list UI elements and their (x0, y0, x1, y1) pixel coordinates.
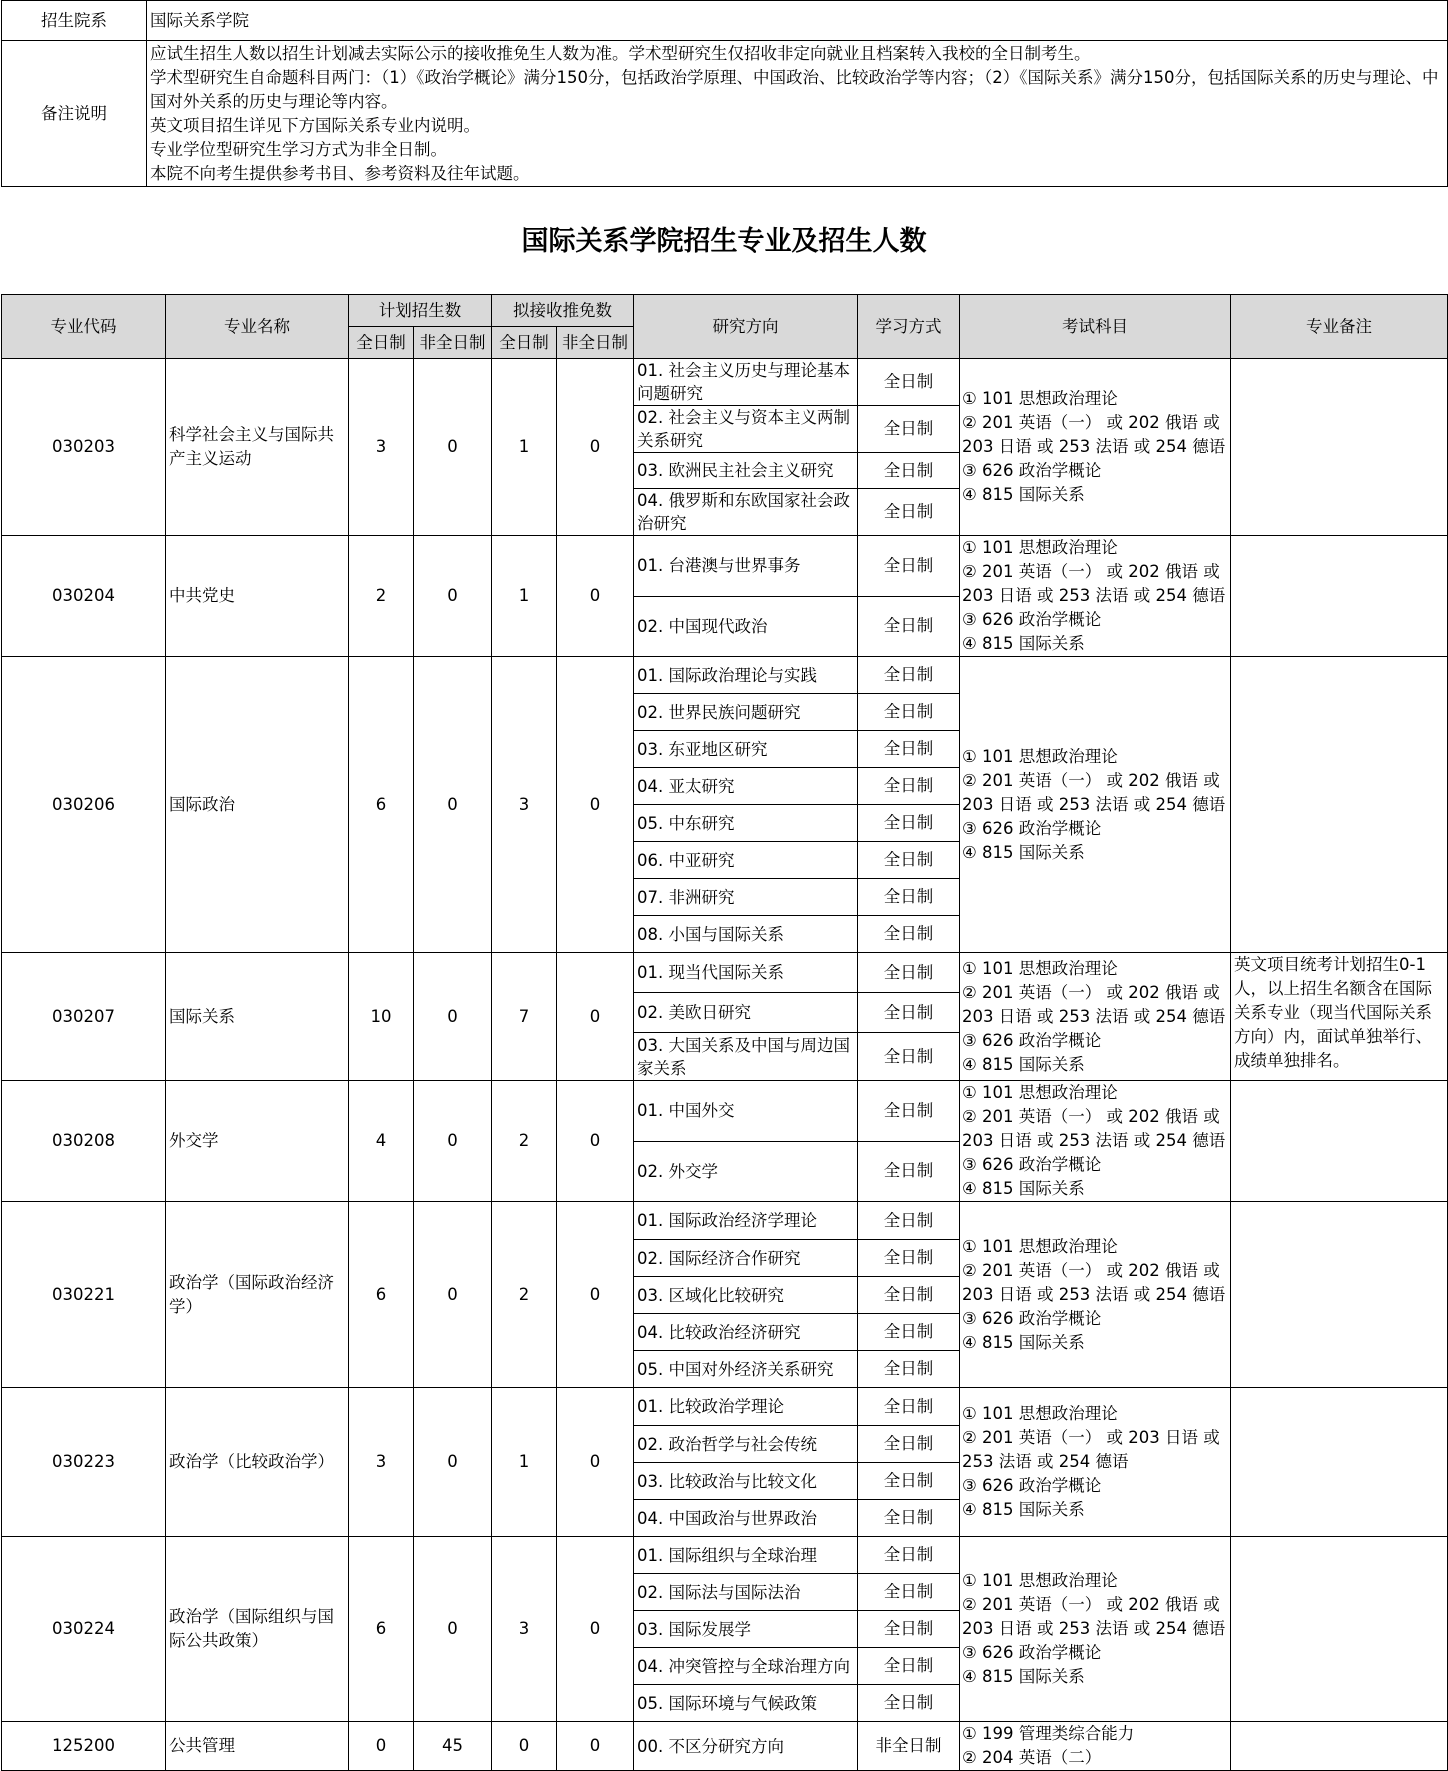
exam-subject: ② 201 英语（一） 或 202 俄语 或 (962, 770, 1220, 790)
study-mode: 全日制 (858, 1351, 960, 1388)
study-mode: 全日制 (858, 694, 960, 731)
plan-full-count: 2 (349, 536, 414, 657)
study-mode: 全日制 (858, 993, 960, 1033)
exam-subject: 203 日语 或 253 法语 或 254 德语 (962, 1006, 1226, 1026)
table-row (2, 1202, 1448, 1240)
exempt-part-count: 0 (557, 1081, 634, 1202)
exempt-full-count: 0 (492, 1722, 557, 1771)
exam-subject: 203 日语 或 253 法语 或 254 德语 (962, 586, 1226, 605)
major-note (1231, 359, 1448, 536)
study-mode: 全日制 (858, 1141, 960, 1202)
table-row (2, 1722, 1448, 1771)
school-row (2, 1, 1448, 41)
exam-subject: 203 日语 或 253 法语 或 254 德语 (962, 1284, 1226, 1304)
study-mode: 全日制 (858, 768, 960, 805)
table-row (2, 657, 1448, 694)
major-note (1231, 1081, 1448, 1202)
study-mode: 全日制 (858, 359, 960, 406)
study-mode: 全日制 (858, 731, 960, 768)
major-note (1231, 1202, 1448, 1388)
table-row (2, 1081, 1448, 1142)
exam-subject: ② 201 英语（一） 或 203 日语 或 (962, 1428, 1220, 1447)
plan-full-count: 6 (349, 1202, 414, 1388)
research-direction: 03. 国际发展学 (634, 1611, 858, 1648)
research-direction: 02. 社会主义与资本主义两制关系研究 (634, 406, 858, 453)
study-mode: 全日制 (858, 805, 960, 842)
plan-part-count: 0 (414, 536, 492, 657)
exam-subject: 203 日语 或 253 法语 或 254 德语 (962, 1131, 1226, 1150)
research-direction: 04. 冲突管控与全球治理方向 (634, 1648, 858, 1685)
research-direction: 05. 中国对外经济关系研究 (634, 1351, 858, 1388)
study-mode: 全日制 (858, 1426, 960, 1463)
plan-full-count: 10 (349, 953, 414, 1081)
major-name: 政治学（国际组织与国际公共政策） (166, 1537, 349, 1722)
plan-full-count: 6 (349, 657, 414, 953)
plan-part-count: 0 (414, 1202, 492, 1388)
exam-subjects (960, 1202, 1231, 1388)
research-direction: 02. 美欧日研究 (634, 993, 858, 1033)
exam-subject: ③ 626 政治学概论 (962, 610, 1102, 629)
school-label: 招生院系 (2, 1, 147, 41)
research-direction: 03. 区域化比较研究 (634, 1277, 858, 1314)
header-row (2, 295, 1448, 327)
major-name: 外交学 (166, 1081, 349, 1202)
exempt-full-count: 1 (492, 1388, 557, 1537)
exam-subject: ④ 815 国际关系 (962, 485, 1085, 504)
school-value: 国际关系学院 (147, 1, 1448, 41)
table-row (2, 953, 1448, 993)
plan-full-count: 3 (349, 1388, 414, 1537)
study-mode: 全日制 (858, 453, 960, 489)
major-name: 科学社会主义与国际共产主义运动 (166, 359, 349, 536)
study-mode: 全日制 (858, 1574, 960, 1611)
exam-subject: ② 201 英语（一） 或 202 俄语 或 (962, 1260, 1220, 1280)
remark-line: 专业学位型研究生学习方式为非全日制。 (150, 139, 447, 159)
exam-subject: ② 201 英语（一） 或 202 俄语 或 (962, 982, 1220, 1002)
header-note: 专业备注 (1231, 295, 1448, 359)
research-direction: 02. 中国现代政治 (634, 596, 858, 657)
exempt-full-count: 2 (492, 1081, 557, 1202)
plan-full-count: 0 (349, 1722, 414, 1771)
study-mode: 全日制 (858, 1500, 960, 1537)
exam-subjects (960, 1722, 1231, 1771)
study-mode: 全日制 (858, 1537, 960, 1574)
major-code: 030204 (2, 536, 166, 657)
exam-subject: ③ 626 政治学概论 (962, 1308, 1102, 1328)
study-mode: 全日制 (858, 1648, 960, 1685)
exam-subject: ③ 626 政治学概论 (962, 1643, 1102, 1662)
study-mode: 全日制 (858, 536, 960, 597)
exam-subject: ③ 626 政治学概论 (962, 1030, 1102, 1050)
major-code: 030206 (2, 657, 166, 953)
research-direction: 01. 现当代国际关系 (634, 953, 858, 993)
study-mode: 全日制 (858, 879, 960, 916)
research-direction: 07. 非洲研究 (634, 879, 858, 916)
study-mode: 全日制 (858, 842, 960, 879)
plan-part-count: 0 (414, 657, 492, 953)
plan-full-count: 4 (349, 1081, 414, 1202)
majors-body (2, 359, 1448, 1771)
exempt-full-count: 1 (492, 536, 557, 657)
exam-subjects (960, 1537, 1231, 1722)
table-row (2, 1388, 1448, 1426)
plan-part-count: 45 (414, 1722, 492, 1771)
exam-subjects (960, 1388, 1231, 1537)
major-note: 英文项目统考计划招生0-1人，以上招生名额含在国际关系专业（现当代国际关系方向）内，面试单独举行、成绩单独排名。 (1231, 953, 1448, 1081)
header-exempt-full: 全日制 (492, 327, 557, 359)
research-direction: 01. 中国外交 (634, 1081, 858, 1142)
header-plan: 计划招生数 (349, 295, 492, 327)
research-direction: 04. 亚太研究 (634, 768, 858, 805)
study-mode: 非全日制 (858, 1722, 960, 1771)
research-direction: 04. 中国政治与世界政治 (634, 1500, 858, 1537)
research-direction: 03. 欧洲民主社会主义研究 (634, 453, 858, 489)
plan-part-count: 0 (414, 953, 492, 1081)
exempt-part-count: 0 (557, 1202, 634, 1388)
study-mode: 全日制 (858, 489, 960, 536)
major-code: 030224 (2, 1537, 166, 1722)
research-direction: 02. 外交学 (634, 1141, 858, 1202)
major-code: 125200 (2, 1722, 166, 1771)
study-mode: 全日制 (858, 1685, 960, 1722)
exam-subject: ① 101 思想政治理论 (962, 1083, 1118, 1102)
study-mode: 全日制 (858, 1463, 960, 1500)
exam-subject: ④ 815 国际关系 (962, 1667, 1085, 1686)
remark-line: 应试生招生人数以招生计划减去实际公示的接收推免生人数为准。学术型研究生仅招收非定向就业且档案转入我校的全日制考生。 (150, 43, 1091, 63)
exam-subject: ② 204 英语（二） (962, 1748, 1102, 1767)
study-mode: 全日制 (858, 1033, 960, 1081)
major-name: 国际政治 (166, 657, 349, 953)
exam-subject: ③ 626 政治学概论 (962, 461, 1102, 480)
research-direction: 03. 比较政治与比较文化 (634, 1463, 858, 1500)
study-mode: 全日制 (858, 916, 960, 953)
study-mode: 全日制 (858, 953, 960, 993)
exempt-part-count: 0 (557, 657, 634, 953)
research-direction: 01. 国际政治理论与实践 (634, 657, 858, 694)
exam-subject: ④ 815 国际关系 (962, 634, 1085, 653)
research-direction: 06. 中亚研究 (634, 842, 858, 879)
research-direction: 01. 社会主义历史与理论基本问题研究 (634, 359, 858, 406)
header-exempt-part: 非全日制 (557, 327, 634, 359)
exam-subject: ② 201 英语（一） 或 202 俄语 或 (962, 562, 1220, 581)
research-direction: 03. 大国关系及中国与周边国家关系 (634, 1033, 858, 1081)
exam-subject: ① 101 思想政治理论 (962, 1404, 1118, 1423)
exam-subject: 203 日语 或 253 法语 或 254 德语 (962, 1619, 1226, 1638)
plan-full-count: 6 (349, 1537, 414, 1722)
exam-subject: 203 日语 或 253 法语 或 254 德语 (962, 794, 1226, 814)
exam-subject: ① 101 思想政治理论 (962, 1571, 1118, 1590)
remarks-row (2, 41, 1448, 187)
header-plan-part: 非全日制 (414, 327, 492, 359)
table-row (2, 536, 1448, 597)
exam-subject: ② 201 英语（一） 或 202 俄语 或 (962, 413, 1220, 432)
exempt-part-count: 0 (557, 536, 634, 657)
major-name: 中共党史 (166, 536, 349, 657)
study-mode: 全日制 (858, 1314, 960, 1351)
exempt-part-count: 0 (557, 953, 634, 1081)
header-exams: 考试科目 (960, 295, 1231, 359)
remark-line: 学术型研究生自命题科目两门：（1）《政治学概论》满分150分，包括政治学原理、中国政治、比较政治学等内容；（2）《国际关系》满分150分，包括国际关系的历史与理论、中国对外关系的历史与理论等内容。 (150, 67, 1439, 111)
major-code: 030203 (2, 359, 166, 536)
research-direction: 02. 国际法与国际法治 (634, 1574, 858, 1611)
research-direction: 01. 台港澳与世界事务 (634, 536, 858, 597)
remarks-label: 备注说明 (2, 41, 147, 187)
info-table (1, 0, 1448, 187)
research-direction: 04. 比较政治经济研究 (634, 1314, 858, 1351)
study-mode: 全日制 (858, 1277, 960, 1314)
exam-subject: ② 201 英语（一） 或 202 俄语 或 (962, 1595, 1220, 1614)
header-mode: 学习方式 (858, 295, 960, 359)
research-direction: 01. 国际组织与全球治理 (634, 1537, 858, 1574)
exam-subject: ④ 815 国际关系 (962, 1500, 1085, 1519)
research-direction: 08. 小国与国际关系 (634, 916, 858, 953)
exam-subject: ① 101 思想政治理论 (962, 1236, 1118, 1256)
research-direction: 01. 国际政治经济学理论 (634, 1202, 858, 1240)
research-direction: 02. 政治哲学与社会传统 (634, 1426, 858, 1463)
table-row (2, 1537, 1448, 1574)
major-note (1231, 536, 1448, 657)
major-code: 030223 (2, 1388, 166, 1537)
exam-subject: 203 日语 或 253 法语 或 254 德语 (962, 437, 1226, 456)
exempt-part-count: 0 (557, 1537, 634, 1722)
exam-subject: ② 201 英语（一） 或 202 俄语 或 (962, 1107, 1220, 1126)
exam-subject: ④ 815 国际关系 (962, 1179, 1085, 1198)
exam-subject: ④ 815 国际关系 (962, 1054, 1085, 1074)
plan-part-count: 0 (414, 359, 492, 536)
exempt-part-count: 0 (557, 1388, 634, 1537)
major-code: 030207 (2, 953, 166, 1081)
exam-subject: ③ 626 政治学概论 (962, 818, 1102, 838)
research-direction: 02. 世界民族问题研究 (634, 694, 858, 731)
exam-subject: ① 101 思想政治理论 (962, 538, 1118, 557)
remark-line: 本院不向考生提供参考书目、参考资料及往年试题。 (150, 163, 530, 183)
exam-subjects (960, 359, 1231, 536)
exam-subject: ③ 626 政治学概论 (962, 1155, 1102, 1174)
table-row (2, 359, 1448, 406)
plan-part-count: 0 (414, 1537, 492, 1722)
research-direction: 02. 国际经济合作研究 (634, 1240, 858, 1277)
remark-line: 英文项目招生详见下方国际关系专业内说明。 (150, 115, 480, 135)
major-note (1231, 1722, 1448, 1771)
page-title: 国际关系学院招生专业及招生人数 (521, 226, 927, 257)
exam-subject: ① 199 管理类综合能力 (962, 1724, 1135, 1743)
study-mode: 全日制 (858, 596, 960, 657)
research-direction: 05. 中东研究 (634, 805, 858, 842)
exam-subject: 253 法语 或 254 德语 (962, 1452, 1129, 1471)
major-name: 公共管理 (166, 1722, 349, 1771)
major-code: 030221 (2, 1202, 166, 1388)
research-direction: 03. 东亚地区研究 (634, 731, 858, 768)
exam-subjects (960, 1081, 1231, 1202)
exempt-part-count: 0 (557, 1722, 634, 1771)
plan-part-count: 0 (414, 1081, 492, 1202)
header-exempt: 拟接收推免数 (492, 295, 634, 327)
exam-subjects (960, 657, 1231, 953)
exam-subject: ① 101 思想政治理论 (962, 746, 1118, 766)
research-direction: 00. 不区分研究方向 (634, 1722, 858, 1771)
exam-subjects (960, 536, 1231, 657)
header-name: 专业名称 (166, 295, 349, 359)
header-plan-full: 全日制 (349, 327, 414, 359)
exempt-full-count: 1 (492, 359, 557, 536)
major-name: 政治学（国际政治经济学） (166, 1202, 349, 1388)
header-code: 专业代码 (2, 295, 166, 359)
exam-subject: ④ 815 国际关系 (962, 842, 1085, 862)
study-mode: 全日制 (858, 657, 960, 694)
major-note (1231, 657, 1448, 953)
plan-full-count: 3 (349, 359, 414, 536)
major-code: 030208 (2, 1081, 166, 1202)
exempt-full-count: 3 (492, 657, 557, 953)
exempt-full-count: 3 (492, 1537, 557, 1722)
major-name: 政治学（比较政治学） (166, 1388, 349, 1537)
study-mode: 全日制 (858, 1611, 960, 1648)
exam-subject: ① 101 思想政治理论 (962, 958, 1118, 978)
major-note (1231, 1537, 1448, 1722)
major-note (1231, 1388, 1448, 1537)
major-name: 国际关系 (166, 953, 349, 1081)
exam-subjects (960, 953, 1231, 1081)
plan-part-count: 0 (414, 1388, 492, 1537)
exempt-full-count: 7 (492, 953, 557, 1081)
remarks-cell (147, 41, 1448, 187)
study-mode: 全日制 (858, 1202, 960, 1240)
exam-subject: ③ 626 政治学概论 (962, 1476, 1102, 1495)
study-mode: 全日制 (858, 406, 960, 453)
study-mode: 全日制 (858, 1081, 960, 1142)
majors-table (1, 294, 1448, 1771)
research-direction: 05. 国际环境与气候政策 (634, 1685, 858, 1722)
study-mode: 全日制 (858, 1240, 960, 1277)
research-direction: 01. 比较政治学理论 (634, 1388, 858, 1426)
exam-subject: ④ 815 国际关系 (962, 1332, 1085, 1352)
exempt-full-count: 2 (492, 1202, 557, 1388)
header-direction: 研究方向 (634, 295, 858, 359)
exam-subject: ① 101 思想政治理论 (962, 389, 1118, 408)
study-mode: 全日制 (858, 1388, 960, 1426)
exempt-part-count: 0 (557, 359, 634, 536)
research-direction: 04. 俄罗斯和东欧国家社会政治研究 (634, 489, 858, 536)
